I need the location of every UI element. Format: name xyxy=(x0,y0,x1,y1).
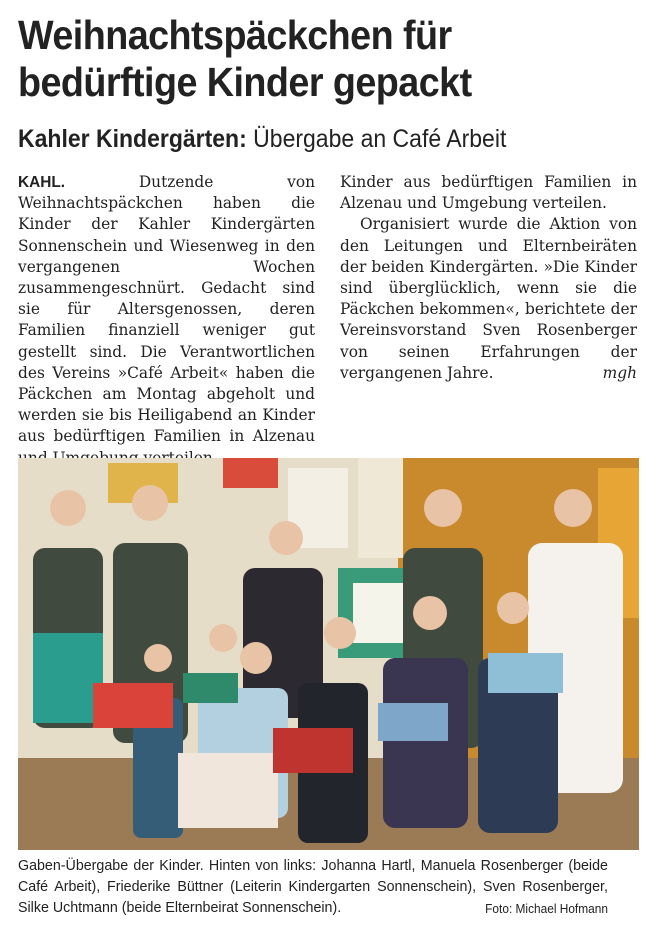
headline: Weihnachtspäckchen für bedürftige Kinder gepackt xyxy=(18,12,472,105)
group-photo-illustration xyxy=(18,458,639,850)
article-photo xyxy=(18,458,639,850)
subhead-lead: Kahler Kindergärten: xyxy=(18,125,247,153)
article-column-left xyxy=(18,172,315,446)
article-paragraph-2 xyxy=(340,214,637,384)
caption-text: Gaben-Übergabe der Kinder. Hinten von links: Johanna Hartl, Manuela Rosenberger (beide Café Arbeit), Friederike Büttner (Leiterin Kindergarten Sonnenschein), Sven Rosenberger, Silke Uchtmann (beide Elternbeirat Sonnenschein). xyxy=(18,857,608,916)
article-column-right xyxy=(340,172,637,384)
article-paragraph-1 xyxy=(18,172,315,446)
subhead-rest: Übergabe an Café Arbeit xyxy=(246,125,507,153)
author-signature: mgh xyxy=(602,363,637,382)
paragraph-1-text: Dutzende von Weihnachtspäckchen haben die Kinder der Kahler Kindergärten Sonnenschein und Wiesenweg in den vergangenen Wochen zusammengeschnürt. Gedacht sind sie für Altersgenossen, deren Familien finanziell weniger gut gestellt sind. Die Verantwortlichen des Vereins »Café Arbeit« haben die Päckchen am Montag abgeholt und werden sie bis Heiligabend an Kinder aus bedürftigen Familien in Alzenau xyxy=(18,173,315,446)
photo-caption xyxy=(18,855,608,920)
article-paragraph-1-continued: Kinder aus bedürftigen Familien in Alzenau und Umgebung verteilen. xyxy=(340,173,637,213)
photo-credit: Foto: Michael Hofmann xyxy=(485,902,608,916)
dateline: KAHL. xyxy=(18,174,66,191)
paragraph-2-text: Organisiert wurde die Aktion von den Leitungen und Elternbeiräten der beiden Kindergärten. »Die Kinder sind überglücklich, wenn sie die Päckchen bekommen«, berichtete der Vereinsvorstand Sven Rosenberger von seinen Erfahrungen der vergangenen Jahre. xyxy=(340,215,637,382)
subheadline xyxy=(18,124,607,154)
